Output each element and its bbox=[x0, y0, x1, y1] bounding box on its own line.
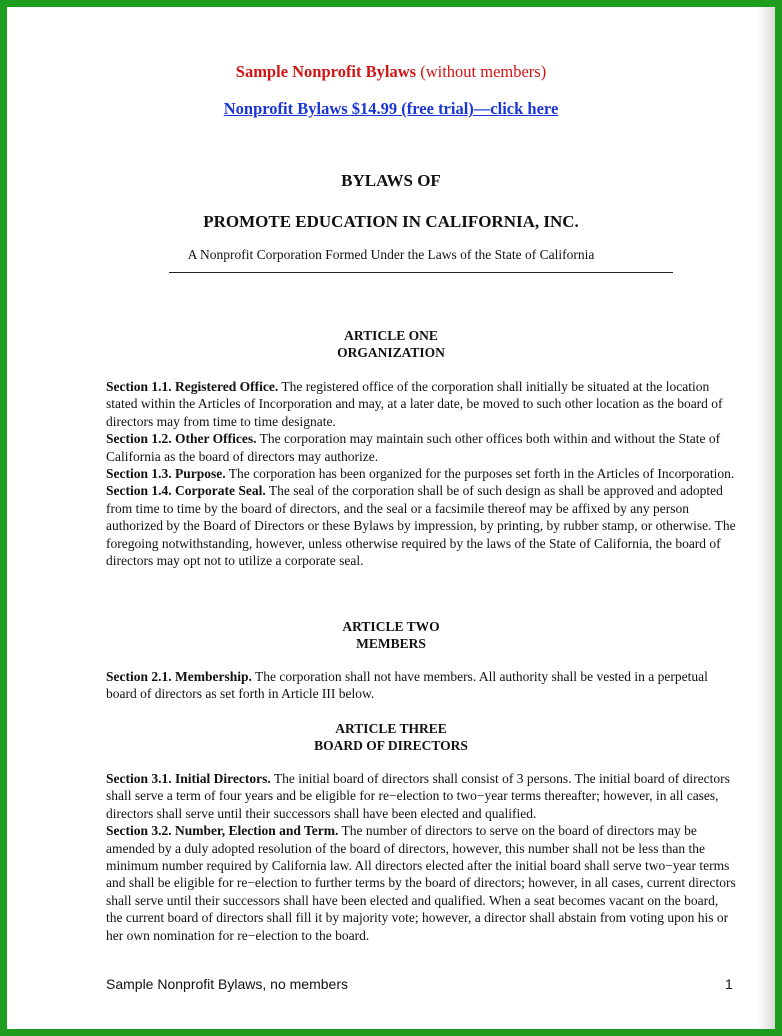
section-paragraph bbox=[106, 430, 738, 465]
article-three-heading bbox=[7, 720, 775, 754]
sample-title bbox=[7, 62, 775, 82]
section-text: The corporation shall not have members. All authority shall be vested in a perpetual board of directors as set forth in Article III below. bbox=[106, 669, 708, 702]
section-label: Section 2.1. Membership. bbox=[106, 669, 252, 684]
article-one-heading bbox=[7, 327, 775, 361]
article-title: BOARD OF DIRECTORS bbox=[314, 738, 468, 753]
section-paragraph bbox=[106, 378, 738, 430]
section-text: The corporation has been organized for the purposes set forth in the Articles of Incorporation. bbox=[225, 466, 735, 482]
section-label: Section 1.1. Registered Office. bbox=[106, 379, 279, 394]
corporation-name: PROMOTE EDUCATION IN CALIFORNIA, INC. bbox=[203, 212, 579, 231]
promo-line bbox=[7, 99, 775, 119]
section-text: The seal of the corporation shall be of such design as shall be approved and adopted from time to time by the board of directors, and the seal or a facsimile thereof may be affixed by any person authorized by the Board of Directors or these Bylaws by impression, by printing, by rubber stamp, or otherwise. The foregoing notwithstanding, however, unless otherwise required by the laws of the State of California, the board of directors may opt not to utilize a corporate seal. bbox=[106, 483, 736, 569]
formation-statement: A Nonprofit Corporation Formed Under the Laws of the State of California bbox=[187, 247, 595, 262]
section-text: The number of directors to serve on the board of directors may be amended by a duly adopted resolution of the board of directors, however, this number shall not be less than the minimum number required by California law. All directors elected after the initial board shall serve two−year terms and shall be eligible for re−election to further terms by the board of directors; however, in all cases, current directors shall serve until their successors shall have been elected and qualified. When a seat becomes vacant on the board, the current board of directors shall fill it by majority vote; however, a director shall abstain from voting upon his or her own nomination for re−election to the board. bbox=[106, 823, 736, 943]
section-label: Section 3.2. Number, Election and Term. bbox=[106, 823, 339, 839]
section-text: The initial board of directors shall consist of 3 persons. The initial board of directors shall serve a term of four years and be eligible for re−election to two−year terms thereafter; however, in all cases, directors shall serve until their successors shall have been elected and qualified. bbox=[106, 771, 730, 821]
section-paragraph bbox=[106, 770, 738, 822]
article-two-heading bbox=[7, 618, 775, 652]
section-paragraph bbox=[106, 668, 738, 703]
sample-title-bold: Sample Nonprofit Bylaws bbox=[235, 62, 417, 81]
article-title: MEMBERS bbox=[356, 636, 426, 651]
section-label: Section 3.1. Initial Directors. bbox=[106, 771, 271, 786]
section-label: Section 1.4. Corporate Seal. bbox=[106, 483, 266, 499]
section-label: Section 1.3. Purpose. bbox=[106, 466, 226, 482]
article-number: ARTICLE THREE bbox=[335, 721, 447, 736]
article-title: ORGANIZATION bbox=[337, 345, 445, 360]
sample-title-rest: (without members) bbox=[416, 62, 547, 81]
section-text: The registered office of the corporation shall initially be situated at the location stated within the Articles of Incorporation and may, at a later date, be moved to such other location as the board of directors may from time to time designate. bbox=[106, 379, 723, 429]
article-number: ARTICLE TWO bbox=[342, 619, 440, 634]
section-paragraph bbox=[106, 465, 738, 482]
section-paragraph bbox=[106, 482, 738, 569]
footer-title: Sample Nonprofit Bylaws, no members bbox=[106, 976, 348, 992]
section-label: Section 1.2. Other Offices. bbox=[106, 431, 257, 447]
document-page bbox=[7, 7, 775, 1029]
title-divider bbox=[169, 272, 673, 273]
bylaws-heading: BYLAWS OF bbox=[341, 171, 441, 190]
article-one-body bbox=[106, 378, 738, 569]
section-paragraph bbox=[106, 822, 738, 944]
page-number: 1 bbox=[725, 976, 733, 992]
promo-link[interactable]: Nonprofit Bylaws $14.99 (free trial)––click here bbox=[223, 99, 559, 118]
article-two-body bbox=[106, 668, 738, 703]
article-three-body bbox=[106, 770, 738, 944]
article-number: ARTICLE ONE bbox=[344, 328, 438, 343]
section-text: The corporation may maintain such other offices both within and without the State of California as the board of directors may authorize. bbox=[106, 431, 721, 464]
